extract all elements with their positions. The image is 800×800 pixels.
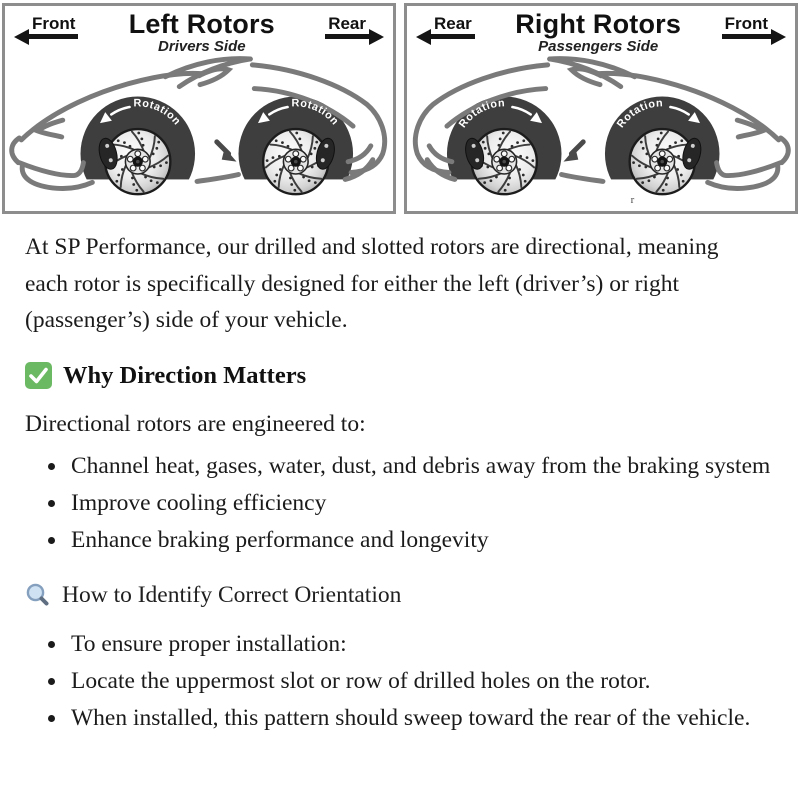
list-item: • Channel heat, gases, water, dust, and debris away from the braking system [68, 448, 771, 484]
left-rotors-panel [2, 3, 396, 214]
right-arrow-icon [771, 29, 786, 45]
rear-direction-label [325, 15, 384, 39]
left-panel-header [5, 6, 393, 55]
rear-direction-label [416, 15, 475, 39]
lead-paragraph: Directional rotors are engineered to: [25, 410, 366, 437]
list-item: • Enhance braking performance and longevity [68, 522, 771, 558]
rotor-diagram [0, 0, 800, 214]
left-arrow-icon [416, 29, 431, 45]
panel-title: Left Rotors [128, 9, 275, 39]
orientation-list [25, 626, 775, 737]
car-illustration-right [407, 55, 795, 213]
direction-word: Front [29, 15, 78, 39]
front-direction-label [14, 15, 78, 39]
panel-title: Right Rotors [515, 9, 682, 39]
benefits-list [25, 448, 775, 559]
list-item: • Locate the uppermost slot or row of drilled holes on the rotor. [68, 663, 771, 699]
right-panel-titles [475, 10, 722, 55]
check-mark-icon [25, 362, 52, 389]
section-heading-identify-orientation [25, 582, 775, 609]
intro-paragraph: At SP Performance, our drilled and slotted rotors are directional, meaning each rotor is specifically designed for either the left (driver’s) or right (passenger’s) side of your vehicle. [25, 234, 719, 334]
list-item: • To ensure proper installation: [68, 626, 771, 662]
direction-word: Rear [431, 15, 475, 39]
rotation-label: Rotation [614, 97, 664, 131]
panel-subtitle: Drivers Side [158, 38, 246, 56]
right-panel-header [407, 6, 795, 55]
direction-word: Front [722, 15, 771, 39]
left-arrow-icon [14, 29, 29, 45]
magnifying-glass-icon [25, 582, 51, 608]
right-arrow-icon [369, 29, 384, 45]
heading-text: Why Direction Matters [63, 361, 307, 389]
panel-subtitle: Passengers Side [538, 38, 659, 56]
front-direction-label [722, 15, 786, 39]
direction-word: Rear [325, 15, 369, 39]
article-body [0, 229, 800, 736]
section-heading-why-direction-matters [25, 362, 775, 390]
rotation-label: Rotation [291, 97, 342, 129]
right-rotors-panel [404, 3, 798, 214]
scan-artifact-mark: r [630, 194, 635, 207]
rotation-label: Rotation [133, 97, 184, 129]
list-item: • When installed, this pattern should sweep toward the rear of the vehicle. [68, 700, 771, 736]
car-illustration-left [5, 55, 393, 213]
left-panel-titles [78, 10, 325, 55]
rotation-label: Rotation [456, 97, 506, 131]
list-item: • Improve cooling efficiency [68, 485, 771, 521]
heading-text: How to Identify Correct Orientation [62, 581, 402, 608]
